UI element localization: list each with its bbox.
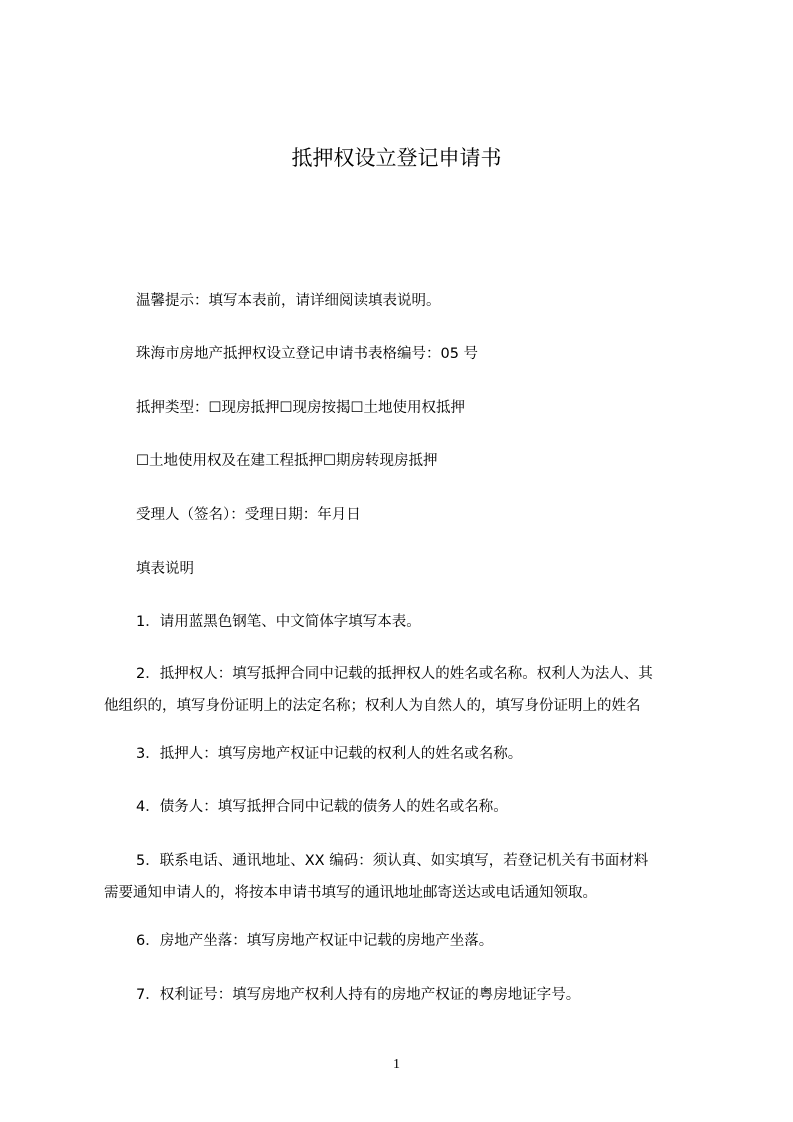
instruction-item-4: 4．债务人：填写抵押合同中记载的债务人的姓名或名称。 (136, 799, 508, 815)
instruction-item-5 (104, 845, 714, 909)
instructions-heading: 填表说明 (136, 561, 194, 577)
instruction-item-5-line-2: 需要通知申请人的，将按本申请书填写的通讯地址邮寄送达或电话通知领取。 (104, 885, 597, 901)
instruction-item-7: 7．权利证号：填写房地产权利人持有的房地产权证的粤房地证字号。 (136, 987, 581, 1003)
instruction-item-2 (104, 658, 714, 722)
document-title: 抵押权设立登记申请书 (291, 146, 502, 170)
instruction-item-6: 6．房地产坐落：填写房地产权证中记载的房地产坐落。 (136, 933, 494, 949)
mortgage-type-line-2: ☐土地使用权及在建工程抵押☐期房转现房抵押 (136, 453, 438, 469)
mortgage-type-line-1: 抵押类型：☐现房抵押☐现房按揭☐土地使用权抵押 (136, 400, 465, 416)
instruction-item-1: 1．请用蓝黑色钢笔、中文简体字填写本表。 (136, 614, 421, 630)
instruction-item-2-line-1: 2．抵押权人：填写抵押合同中记载的抵押权人的姓名或名称。权利人为法人、其 (136, 666, 653, 682)
page-number: 1 (393, 1057, 400, 1072)
instruction-item-2-line-2: 他组织的，填写身份证明上的法定名称；权利人为自然人的，填写身份证明上的姓名 (104, 698, 641, 714)
instruction-item-5-line-1: 5．联系电话、通讯地址、XX 编码：须认真、如实填写，若登记机关有书面材料 (136, 853, 649, 869)
instruction-item-3: 3．抵押人：填写房地产权证中记载的权利人的姓名或名称。 (136, 746, 523, 762)
form-number-text: 珠海市房地产抵押权设立登记申请书表格编号：05 号 (136, 346, 479, 362)
receiver-text: 受理人（签名）：受理日期：年月日 (136, 507, 361, 523)
tip-text: 温馨提示：填写本表前，请详细阅读填表说明。 (136, 293, 441, 309)
